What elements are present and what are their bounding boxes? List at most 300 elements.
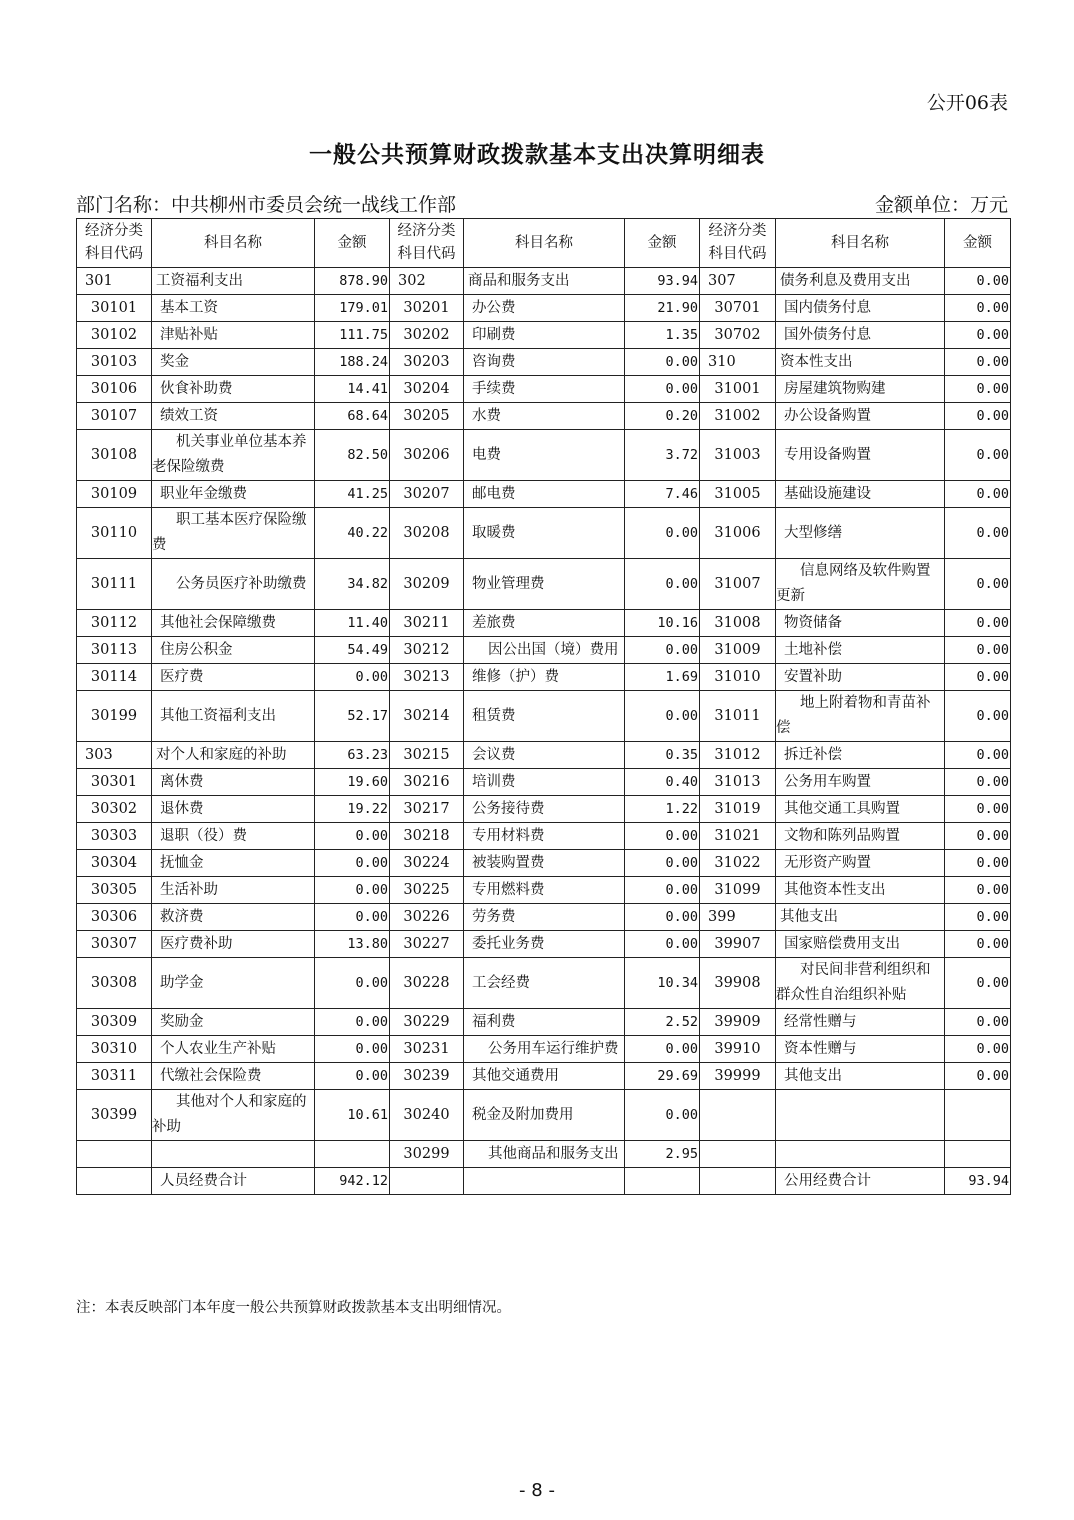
item-code: 30101: [77, 295, 152, 322]
item-code: 30309: [77, 1009, 152, 1036]
item-code: 31006: [700, 508, 776, 559]
item-code: 30211: [390, 610, 464, 637]
item-amount: 0.00: [315, 823, 390, 850]
item-code: 39908: [700, 958, 776, 1009]
item-amount: 19.22: [315, 796, 390, 823]
table-row: [77, 403, 1011, 430]
item-amount: 19.60: [315, 769, 390, 796]
table-row: [77, 850, 1011, 877]
item-name: 福利费: [464, 1009, 625, 1036]
item-name: 信息网络及软件购置更新: [776, 559, 945, 610]
item-amount: 0.00: [315, 877, 390, 904]
item-code: 31022: [700, 850, 776, 877]
item-amount: 82.50: [315, 430, 390, 481]
item-code: 30113: [77, 637, 152, 664]
item-code: 399: [700, 904, 776, 931]
item-code: 39910: [700, 1036, 776, 1063]
table-row: [77, 508, 1011, 559]
item-amount: 0.00: [625, 349, 700, 376]
item-code: 303: [77, 742, 152, 769]
item-code: 30203: [390, 349, 464, 376]
department-name: 部门名称：中共柳州市委员会统一战线工作部: [76, 194, 457, 216]
header-name: 科目名称: [464, 219, 625, 268]
item-name: 拆迁补偿: [776, 742, 945, 769]
item-amount: 10.61: [315, 1090, 390, 1141]
item-name: 劳务费: [464, 904, 625, 931]
item-amount: 1.69: [625, 664, 700, 691]
item-name: 国外债务付息: [776, 322, 945, 349]
item-amount: 0.00: [945, 796, 1011, 823]
item-code: 31099: [700, 877, 776, 904]
item-code: 30229: [390, 1009, 464, 1036]
item-name: 公务用车购置: [776, 769, 945, 796]
item-amount: 0.00: [945, 559, 1011, 610]
item-name: 专用燃料费: [464, 877, 625, 904]
item-amount: 0.00: [945, 349, 1011, 376]
item-name: 代缴社会保险费: [152, 1063, 315, 1090]
table-row: [77, 268, 1011, 295]
item-name: 基本工资: [152, 295, 315, 322]
item-code: 30399: [77, 1090, 152, 1141]
personnel-total-value: 942.12: [315, 1168, 390, 1195]
item-name: 取暖费: [464, 508, 625, 559]
personnel-total-label: 人员经费合计: [152, 1168, 315, 1195]
item-amount: 0.00: [945, 931, 1011, 958]
item-code: 307: [700, 268, 776, 295]
empty-cell: [390, 1168, 464, 1195]
item-amount: 0.00: [945, 850, 1011, 877]
item-code: 31019: [700, 796, 776, 823]
item-name: 资本性赠与: [776, 1036, 945, 1063]
item-amount: 63.23: [315, 742, 390, 769]
item-amount: 0.00: [945, 742, 1011, 769]
item-amount: 0.00: [945, 823, 1011, 850]
header-amount: 金额: [625, 219, 700, 268]
item-name: 退职（役）费: [152, 823, 315, 850]
item-code: 30201: [390, 295, 464, 322]
item-amount: 29.69: [625, 1063, 700, 1090]
amount-unit: 金额单位：万元: [874, 194, 1008, 216]
item-code: 30225: [390, 877, 464, 904]
header-code: 经济分类科目代码: [77, 219, 152, 268]
item-code: 30102: [77, 322, 152, 349]
item-code: 31011: [700, 691, 776, 742]
table-row: [77, 958, 1011, 1009]
item-name: 国家赔偿费用支出: [776, 931, 945, 958]
item-code: [700, 1090, 776, 1141]
item-amount: 0.00: [945, 508, 1011, 559]
item-name: 公务用车运行维护费: [464, 1036, 625, 1063]
item-amount: 0.00: [625, 823, 700, 850]
item-code: 39909: [700, 1009, 776, 1036]
item-amount: 14.41: [315, 376, 390, 403]
item-amount: 0.00: [625, 877, 700, 904]
item-name: 税金及附加费用: [464, 1090, 625, 1141]
table-note: 注：本表反映部门本年度一般公共预算财政拨款基本支出明细情况。: [76, 1300, 511, 1316]
item-name: 电费: [464, 430, 625, 481]
item-amount: 0.00: [625, 904, 700, 931]
item-code: 30226: [390, 904, 464, 931]
item-name: 其他支出: [776, 904, 945, 931]
table-row: [77, 877, 1011, 904]
item-amount: 0.00: [315, 1036, 390, 1063]
item-amount: 0.00: [945, 637, 1011, 664]
item-name: 对民间非营利组织和群众性自治组织补贴: [776, 958, 945, 1009]
empty-cell: [464, 1168, 625, 1195]
item-code: 31010: [700, 664, 776, 691]
item-code: 30208: [390, 508, 464, 559]
item-code: 30308: [77, 958, 152, 1009]
item-code: 30224: [390, 850, 464, 877]
item-code: 30204: [390, 376, 464, 403]
item-name: 离休费: [152, 769, 315, 796]
table-row: [77, 559, 1011, 610]
item-code: 30218: [390, 823, 464, 850]
item-name: [776, 1090, 945, 1141]
item-name: 专用材料费: [464, 823, 625, 850]
item-amount: 878.90: [315, 268, 390, 295]
item-amount: 0.00: [625, 376, 700, 403]
item-name: 会议费: [464, 742, 625, 769]
table-row: [77, 664, 1011, 691]
item-amount: 0.00: [945, 877, 1011, 904]
item-code: 30228: [390, 958, 464, 1009]
item-name: 抚恤金: [152, 850, 315, 877]
item-code: 31005: [700, 481, 776, 508]
item-code: 30301: [77, 769, 152, 796]
item-amount: 10.16: [625, 610, 700, 637]
header-name: 科目名称: [152, 219, 315, 268]
item-code: 31012: [700, 742, 776, 769]
item-name: 公务员医疗补助缴费: [152, 559, 315, 610]
table-row: [77, 1063, 1011, 1090]
table-row: [77, 376, 1011, 403]
table-row: [77, 691, 1011, 742]
item-name: 其他工资福利支出: [152, 691, 315, 742]
item-code: 30307: [77, 931, 152, 958]
item-amount: 13.80: [315, 931, 390, 958]
item-amount: [945, 1141, 1011, 1168]
item-name: 生活补助: [152, 877, 315, 904]
item-code: 30207: [390, 481, 464, 508]
empty-cell: [77, 1168, 152, 1195]
item-name: 商品和服务支出: [464, 268, 625, 295]
item-code: 30199: [77, 691, 152, 742]
item-amount: 0.00: [625, 931, 700, 958]
item-code: 30310: [77, 1036, 152, 1063]
item-name: 其他交通工具购置: [776, 796, 945, 823]
table-row: [77, 904, 1011, 931]
item-amount: 0.00: [625, 850, 700, 877]
item-code: 30305: [77, 877, 152, 904]
item-amount: 0.00: [315, 1063, 390, 1090]
item-amount: 0.00: [945, 691, 1011, 742]
totals-row: [77, 1168, 1011, 1195]
table-row: [77, 1090, 1011, 1141]
item-amount: 34.82: [315, 559, 390, 610]
item-name: 物业管理费: [464, 559, 625, 610]
table-row: [77, 1009, 1011, 1036]
item-amount: 0.00: [945, 481, 1011, 508]
item-amount: 0.00: [945, 295, 1011, 322]
item-name: 救济费: [152, 904, 315, 931]
table-header-row: [77, 219, 1011, 268]
item-code: 30111: [77, 559, 152, 610]
item-name: 房屋建筑物购建: [776, 376, 945, 403]
empty-cell: [700, 1168, 776, 1195]
item-name: 其他商品和服务支出: [464, 1141, 625, 1168]
empty-cell: [625, 1168, 700, 1195]
item-amount: 2.95: [625, 1141, 700, 1168]
item-name: 住房公积金: [152, 637, 315, 664]
table-row: [77, 1036, 1011, 1063]
item-amount: 0.00: [315, 1009, 390, 1036]
item-amount: 41.25: [315, 481, 390, 508]
item-code: 39907: [700, 931, 776, 958]
item-amount: 111.75: [315, 322, 390, 349]
item-amount: 0.00: [945, 904, 1011, 931]
item-amount: 0.00: [945, 1063, 1011, 1090]
item-code: 30205: [390, 403, 464, 430]
item-name: 退休费: [152, 796, 315, 823]
item-name: 基础设施建设: [776, 481, 945, 508]
item-code: [77, 1141, 152, 1168]
item-amount: 0.20: [625, 403, 700, 430]
item-name: 医疗费补助: [152, 931, 315, 958]
item-amount: 3.72: [625, 430, 700, 481]
item-amount: 1.35: [625, 322, 700, 349]
item-name: 经常性赠与: [776, 1009, 945, 1036]
item-amount: 52.17: [315, 691, 390, 742]
item-amount: 0.00: [315, 664, 390, 691]
item-name: 物资储备: [776, 610, 945, 637]
item-amount: 54.49: [315, 637, 390, 664]
item-amount: 0.00: [945, 958, 1011, 1009]
item-code: 302: [390, 268, 464, 295]
item-code: 30108: [77, 430, 152, 481]
item-code: 30112: [77, 610, 152, 637]
item-code: [700, 1141, 776, 1168]
item-code: 39999: [700, 1063, 776, 1090]
table-row: [77, 1141, 1011, 1168]
item-amount: 0.00: [625, 508, 700, 559]
table-row: [77, 610, 1011, 637]
item-name: 机关事业单位基本养老保险缴费: [152, 430, 315, 481]
item-amount: 7.46: [625, 481, 700, 508]
item-name: 对个人和家庭的补助: [152, 742, 315, 769]
table-row: [77, 742, 1011, 769]
item-code: 30107: [77, 403, 152, 430]
item-code: 30212: [390, 637, 464, 664]
item-amount: 0.00: [945, 769, 1011, 796]
item-amount: 0.00: [945, 1036, 1011, 1063]
item-name: 维修（护）费: [464, 664, 625, 691]
item-amount: 0.00: [625, 1090, 700, 1141]
item-amount: [945, 1090, 1011, 1141]
item-amount: 0.35: [625, 742, 700, 769]
item-code: 30702: [700, 322, 776, 349]
item-amount: 0.00: [945, 664, 1011, 691]
item-name: 国内债务付息: [776, 295, 945, 322]
item-code: 30114: [77, 664, 152, 691]
item-code: 31003: [700, 430, 776, 481]
page-title: 一般公共预算财政拨款基本支出决算明细表: [309, 141, 765, 168]
form-code: 公开06表: [926, 92, 1008, 114]
item-code: 30239: [390, 1063, 464, 1090]
item-code: 30216: [390, 769, 464, 796]
item-name: 无形资产购置: [776, 850, 945, 877]
item-code: 30215: [390, 742, 464, 769]
item-name: 其他资本性支出: [776, 877, 945, 904]
item-name: 其他交通费用: [464, 1063, 625, 1090]
item-code: 30304: [77, 850, 152, 877]
item-name: 资本性支出: [776, 349, 945, 376]
item-name: 印刷费: [464, 322, 625, 349]
item-amount: 2.52: [625, 1009, 700, 1036]
item-amount: 0.00: [945, 403, 1011, 430]
item-code: 30106: [77, 376, 152, 403]
public-total-label: 公用经费合计: [776, 1168, 945, 1195]
item-amount: 0.40: [625, 769, 700, 796]
item-amount: 0.00: [625, 691, 700, 742]
item-name: 专用设备购置: [776, 430, 945, 481]
item-name: 办公设备购置: [776, 403, 945, 430]
item-name: 因公出国（境）费用: [464, 637, 625, 664]
item-code: 30311: [77, 1063, 152, 1090]
item-name: 津贴补贴: [152, 322, 315, 349]
item-amount: 0.00: [315, 958, 390, 1009]
item-code: 30110: [77, 508, 152, 559]
item-code: 30299: [390, 1141, 464, 1168]
item-name: 职业年金缴费: [152, 481, 315, 508]
item-name: 被装购置费: [464, 850, 625, 877]
item-amount: 0.00: [945, 322, 1011, 349]
header-amount: 金额: [945, 219, 1011, 268]
item-name: 邮电费: [464, 481, 625, 508]
item-name: 租赁费: [464, 691, 625, 742]
header-amount: 金额: [315, 219, 390, 268]
header-name: 科目名称: [776, 219, 945, 268]
table-row: [77, 481, 1011, 508]
item-code: 31007: [700, 559, 776, 610]
item-code: 31001: [700, 376, 776, 403]
item-amount: 0.00: [945, 376, 1011, 403]
item-code: 30213: [390, 664, 464, 691]
item-code: 30227: [390, 931, 464, 958]
item-code: 30214: [390, 691, 464, 742]
item-code: 30217: [390, 796, 464, 823]
item-code: 30206: [390, 430, 464, 481]
item-name: 土地补偿: [776, 637, 945, 664]
item-name: 办公费: [464, 295, 625, 322]
item-code: 30209: [390, 559, 464, 610]
item-amount: 0.00: [315, 850, 390, 877]
item-name: 职工基本医疗保险缴费: [152, 508, 315, 559]
item-code: 301: [77, 268, 152, 295]
table-row: [77, 295, 1011, 322]
item-name: 医疗费: [152, 664, 315, 691]
table-row: [77, 637, 1011, 664]
item-name: 地上附着物和青苗补偿: [776, 691, 945, 742]
table-row: [77, 430, 1011, 481]
item-name: 其他社会保障缴费: [152, 610, 315, 637]
item-code: 31013: [700, 769, 776, 796]
item-name: 手续费: [464, 376, 625, 403]
item-amount: 0.00: [945, 268, 1011, 295]
item-code: 30103: [77, 349, 152, 376]
item-name: 文物和陈列品购置: [776, 823, 945, 850]
item-code: 31009: [700, 637, 776, 664]
item-amount: 0.00: [625, 559, 700, 610]
item-name: 培训费: [464, 769, 625, 796]
table-row: [77, 769, 1011, 796]
header-code: 经济分类科目代码: [700, 219, 776, 268]
item-amount: 0.00: [945, 610, 1011, 637]
item-amount: 10.34: [625, 958, 700, 1009]
page-number: - 8 -: [519, 1480, 555, 1501]
item-amount: 188.24: [315, 349, 390, 376]
item-name: 个人农业生产补贴: [152, 1036, 315, 1063]
item-name: 差旅费: [464, 610, 625, 637]
item-name: 水费: [464, 403, 625, 430]
item-name: 委托业务费: [464, 931, 625, 958]
item-code: 30109: [77, 481, 152, 508]
table-row: [77, 796, 1011, 823]
item-name: 绩效工资: [152, 403, 315, 430]
item-name: [152, 1141, 315, 1168]
item-code: 31008: [700, 610, 776, 637]
header-code: 经济分类科目代码: [390, 219, 464, 268]
item-code: 30240: [390, 1090, 464, 1141]
item-amount: 179.01: [315, 295, 390, 322]
item-name: 其他支出: [776, 1063, 945, 1090]
item-code: 30202: [390, 322, 464, 349]
item-name: 债务利息及费用支出: [776, 268, 945, 295]
item-amount: [315, 1141, 390, 1168]
item-code: 30231: [390, 1036, 464, 1063]
item-name: [776, 1141, 945, 1168]
table-row: [77, 823, 1011, 850]
item-code: 310: [700, 349, 776, 376]
item-amount: 21.90: [625, 295, 700, 322]
item-amount: 93.94: [625, 268, 700, 295]
item-amount: 0.00: [625, 1036, 700, 1063]
item-name: 工资福利支出: [152, 268, 315, 295]
item-name: 安置补助: [776, 664, 945, 691]
item-amount: 0.00: [945, 430, 1011, 481]
item-name: 大型修缮: [776, 508, 945, 559]
item-code: 31021: [700, 823, 776, 850]
table-row: [77, 349, 1011, 376]
item-amount: 0.00: [315, 904, 390, 931]
item-name: 奖金: [152, 349, 315, 376]
item-code: 31002: [700, 403, 776, 430]
item-amount: 1.22: [625, 796, 700, 823]
table-row: [77, 931, 1011, 958]
public-total-value: 93.94: [945, 1168, 1011, 1195]
item-name: 其他对个人和家庭的补助: [152, 1090, 315, 1141]
item-code: 30302: [77, 796, 152, 823]
item-code: 30306: [77, 904, 152, 931]
item-amount: 0.00: [945, 1009, 1011, 1036]
item-name: 公务接待费: [464, 796, 625, 823]
item-name: 奖励金: [152, 1009, 315, 1036]
item-name: 工会经费: [464, 958, 625, 1009]
item-code: 30303: [77, 823, 152, 850]
expenditure-table: [76, 218, 1011, 1195]
item-amount: 40.22: [315, 508, 390, 559]
table-row: [77, 322, 1011, 349]
